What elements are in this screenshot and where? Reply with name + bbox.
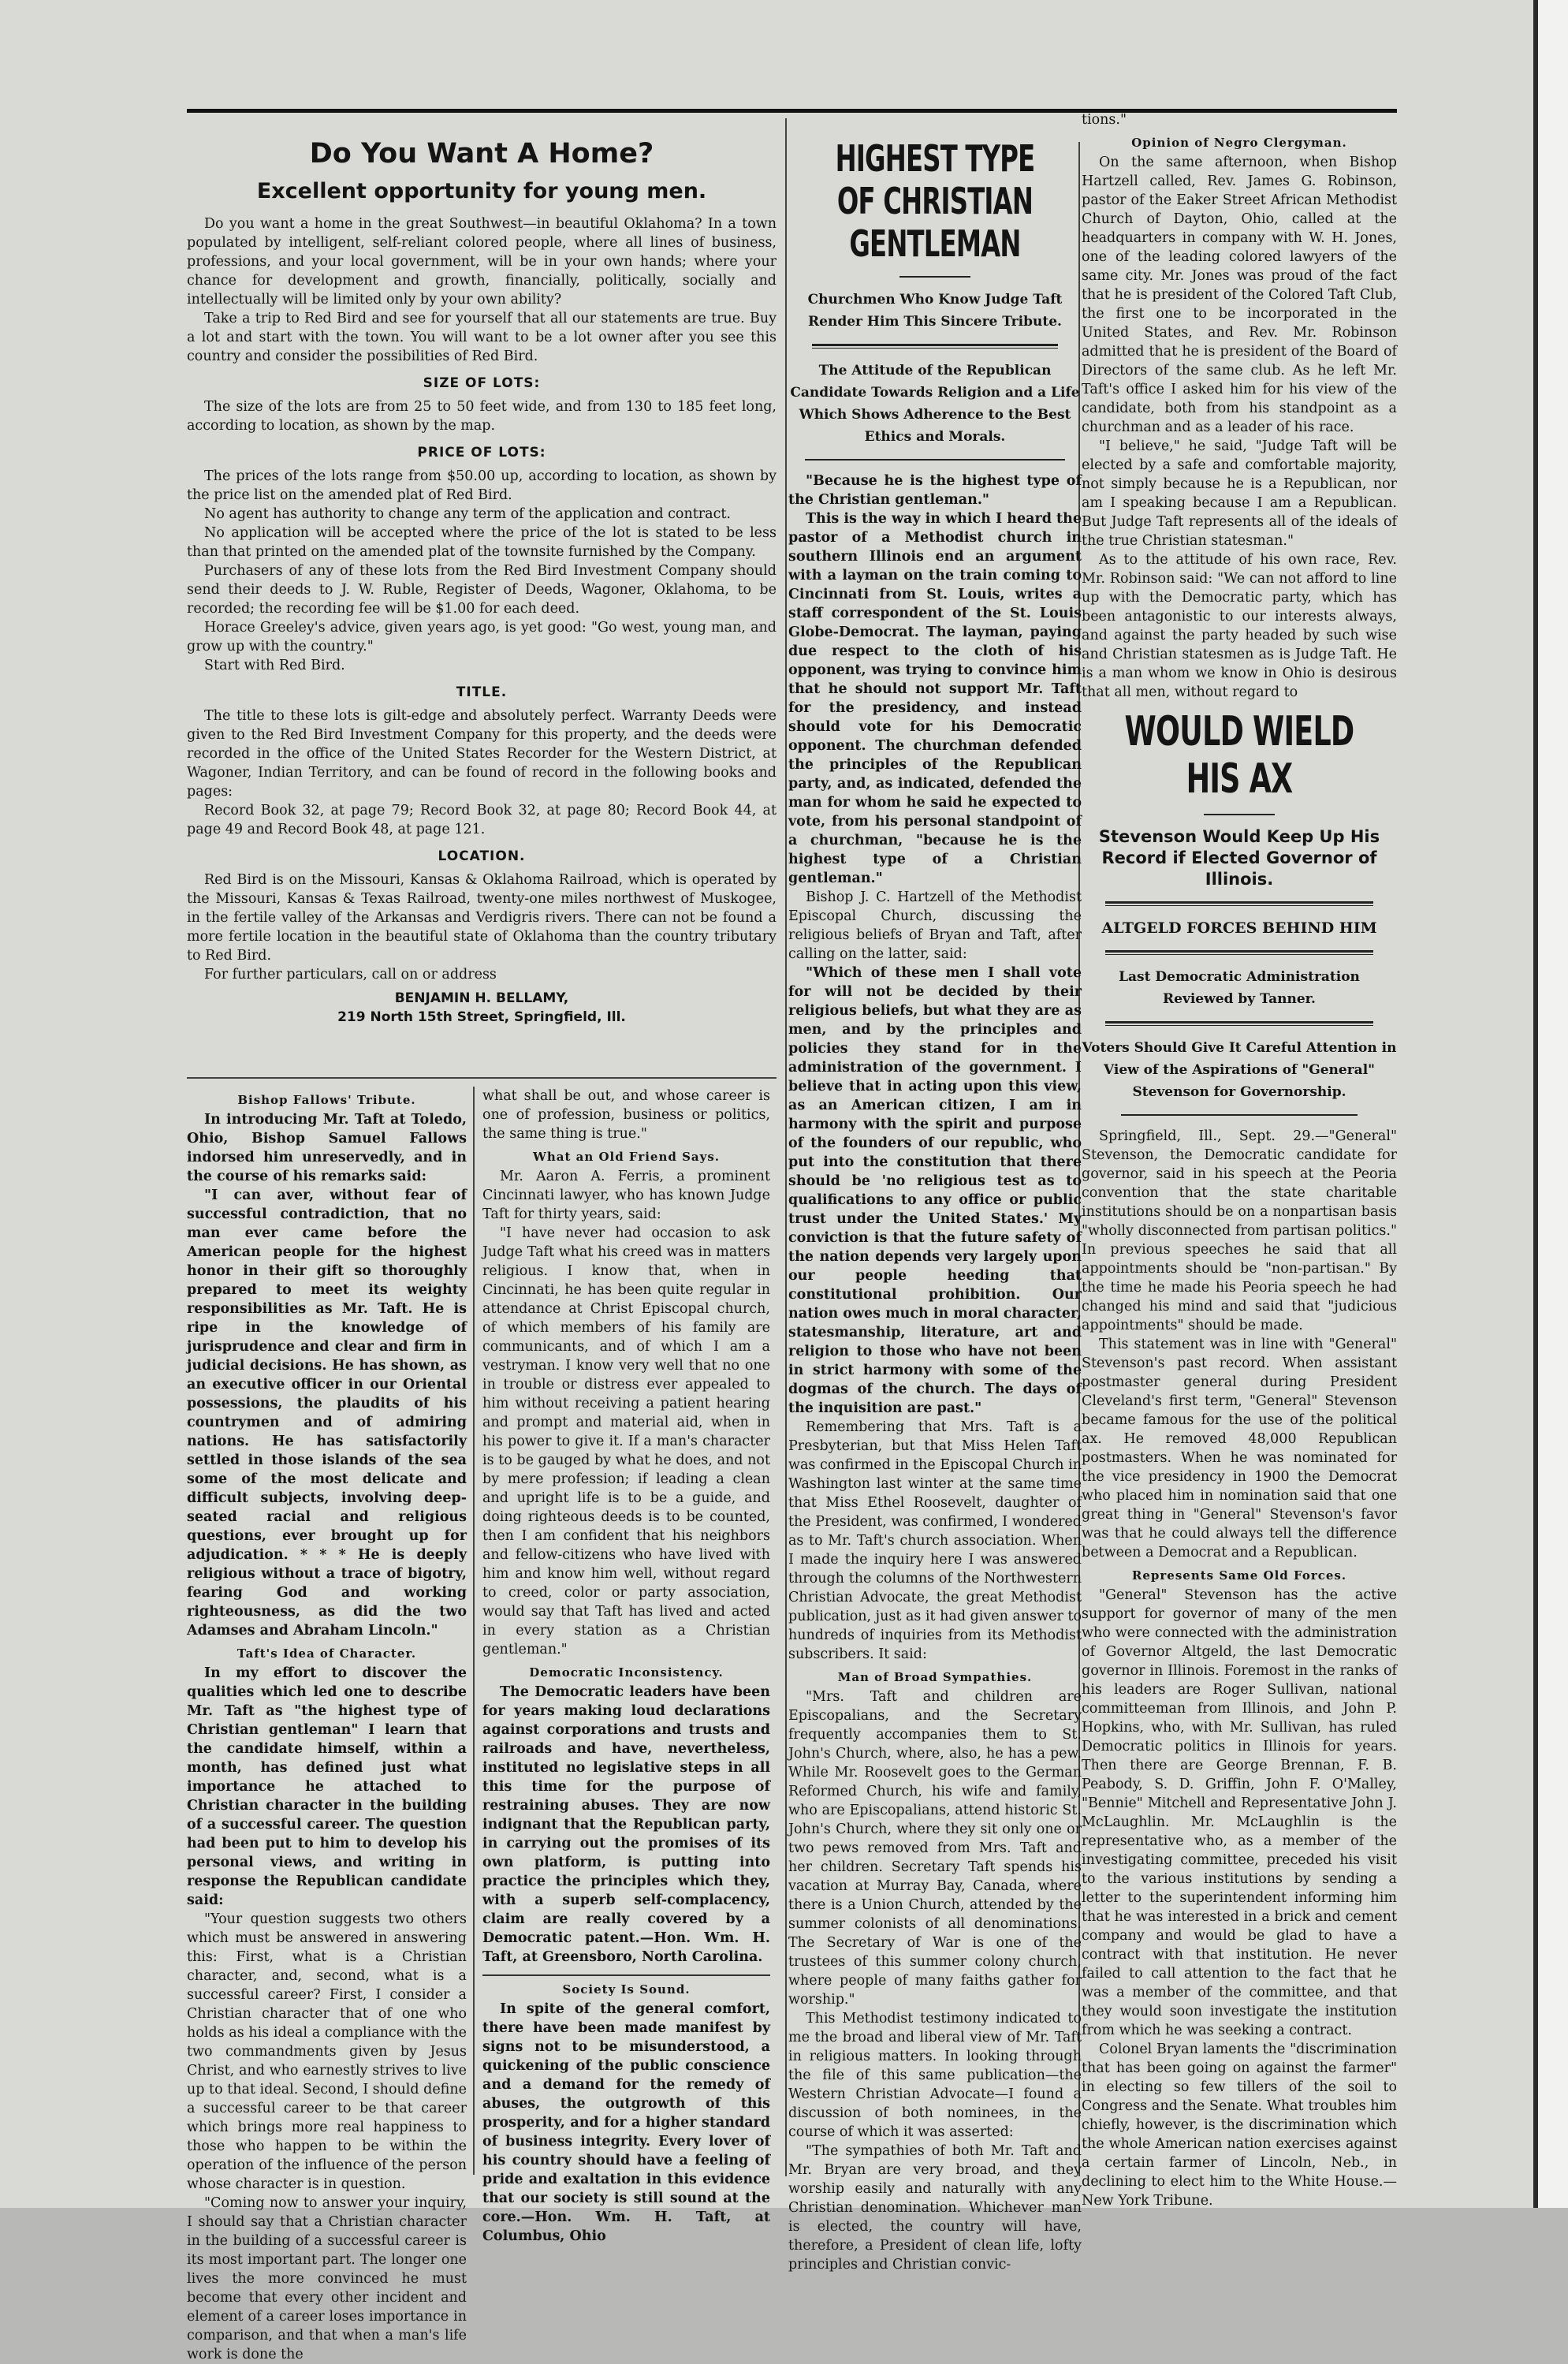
title-heading: TITLE. xyxy=(456,684,508,700)
deck-rule xyxy=(1105,1021,1373,1026)
taft-story-column xyxy=(788,126,1082,2273)
story-paragraph: Mr. Aaron A. Ferris, a prominent Cincinnati lawyer, who has known Judge Taft for thirty years, said: xyxy=(482,1169,770,1222)
price-text: Horace Greeley's advice, given years ago, is yet good: "Go west, young man, and grow up with the country." xyxy=(187,620,777,654)
section-rule xyxy=(482,1974,770,1976)
story-paragraph: "Your question suggests two others which must be answered in answering this: First, what is a Christian character, and, second, what is a successful career? First, I consider a Christian character that of one who holds as his ideal a compliance with the two commandments given by Jesus Christ, and who earnestly strives to live up to that ideal. Second, I should define a successful career to be that career which brings more real happiness to those who happen to be within the operation of the influence of the person whose character is in question. xyxy=(187,1911,467,2192)
title-text: Record Book 32, at page 79; Record Book 32, at page 80; Record Book 44, at page 49 and Record Book 48, at page 121. xyxy=(187,803,777,837)
ad-bottom-rule xyxy=(187,1077,777,1079)
price-text: The prices of the lots range from $50.00 up, according to location, as shown by the price list on the amended plat of Red Bird. xyxy=(187,468,777,503)
size-text: The size of the lots are from 25 to 50 feet wide, and from 130 to 185 feet long, according to location, as shown by the map. xyxy=(187,399,777,434)
red-bird-advertisement xyxy=(187,126,777,1076)
signature-name: BENJAMIN H. BELLAMY, xyxy=(394,990,569,1006)
story-paragraph: In spite of the general comfort, there have been made manifest by signs not to be misunderstood, a quickening of the public conscience and a demand for the remedy of abuses, the outgrowth of this prosperity, and for a higher standard of business integrity. Every lover of his country should have a feeling of pride and exaltation in this evidence that our society is still sound at the core.—Hon. Wm. H. Taft, at Columbus, Ohio xyxy=(482,2001,770,2244)
headline-rule xyxy=(1204,814,1275,815)
ferris-story-column xyxy=(482,1087,770,2244)
deck-rule xyxy=(1105,901,1373,906)
story-paragraph: This Methodist testimony indicated to me the broad and liberal view of Mr. Taft in religious matters. In looking through the file of this same publication—the Western Christian Advocate—I found a discussion of both nominees, in the course of which it was asserted: xyxy=(788,2011,1082,2140)
subhead: Society Is Sound. xyxy=(562,1982,691,1997)
column-rule xyxy=(785,118,787,2176)
location-heading: LOCATION. xyxy=(438,848,526,864)
story-paragraph: "I have never had occasion to ask Judge Taft what his creed was in matters religious. I know that, when in Cincinnati, he has been quite regular in attendance at Christ Episcopal church, of which members of his family are communicants, and of which I am a vestryman. I know very well that no one in trouble or distress ever appealed to him without receiving a patient hearing and prompt and material aid, when in his power to give it. If a man's character is to be gauged by what he does, and not by mere profession; if leading a clean and upright life is to be a guide, and doing righteous deeds is to be counted, then I am confident that his neighbors and fellow-citizens who have lived with him and know him well, without regard to creed, color or party association, would say that Taft has lived and acted in every station as a Christian gentleman." xyxy=(482,1225,770,1657)
stevenson-headline: WOULD WIELD HIS AX xyxy=(1124,708,1354,803)
story-paragraph: This statement was in line with "General" Stevenson's past record. When assistant postmaster general during President Cleveland's first term, "General" Stevenson became famous for the use of the political ax. He removed 48,000 Republican postmasters. When he was nominated for the vice presidency in 1900 the Democrat who placed him in nomination said that one great thing in "General" Stevenson's favor was that he could always tell the difference between a Democrat and a Republican. xyxy=(1082,1337,1397,1560)
story-paragraph: As to the attitude of his own race, Rev. Mr. Robinson said: "We can not afford to line up with the Democratic party, which has been antagonistic to our interests always, and against the party headed by such wise and Christian statesmen as is Judge Taft. He is a man whom we know in Ohio is desirous that all men, without regard to xyxy=(1082,552,1397,700)
story-paragraph: what shall be out, and whose career is one of profession, business or politics, the same thing is true." xyxy=(482,1088,770,1142)
scan-margin xyxy=(1538,0,1568,2208)
subhead: Man of Broad Sympathies. xyxy=(837,1670,1033,1684)
story-paragraph: tions." xyxy=(1082,112,1127,128)
story-paragraph: "I believe," he said, "Judge Taft will be elected by a safe and comfortable majority, not simply because he is a Republican, nor am I speaking because I am a Republican. But Judge Taft represents all of the ideals of the true Christian statesman." xyxy=(1082,438,1397,549)
subhead: Represents Same Old Forces. xyxy=(1131,1568,1347,1583)
subhead: What an Old Friend Says. xyxy=(532,1150,721,1164)
taft-deck: Churchmen Who Know Judge Taft Render Him This Sincere Tribute. xyxy=(807,292,1063,330)
story-paragraph: In my effort to discover the qualities which led one to describe Mr. Taft as "the highest type of Christian gentleman" I learn that the candidate himself, within a month, has defined just what importance he attached to Christian character in the building of a successful career. The question had been put to him to develop his personal views, and writing in response the Republican candidate said: xyxy=(187,1665,467,1908)
subhead: Bishop Fallows' Tribute. xyxy=(237,1093,416,1107)
deck-rule xyxy=(1121,1114,1358,1116)
headline-rule xyxy=(899,276,970,278)
story-paragraph: "Mrs. Taft and children are Episcopalians, and the Secretary frequently accompanies them to St. John's Church, where, also, he has a pew. While Mr. Roosevelt goes to the German Reformed Church, his wife and family, who are Episcopalians, attend historic St. John's Church, where they sit only one or two pews removed from Mrs. Taft and her children. Secretary Taft spends his vacation at Murray Bay, Canada, where there is a Union Church, attended by the summer colonists of all denominations. The Secretary of War is one of the trustees of this summer colony church, where people of many faiths gather for worship." xyxy=(788,1689,1082,2008)
story-paragraph: "The sympathies of both Mr. Taft and Mr. Bryan are very broad, and they worship easily and naturally with any Christian denomination. Whichever man is elected, the country will have, therefore, a President of clean life, lofty principles and Christian convic- xyxy=(788,2143,1082,2273)
story-paragraph: Springfield, Ill., Sept. 29.—"General" Stevenson, the Democratic candidate for governor, said in his speech at the Peoria convention that the state charitable institutions should be on a nonpartisan basis "wholly disconnected from partisan politics." In previous speeches he said that all appointments should be "non-partisan." By the time he made his Peoria speech he had changed his mind and said that "judicious appointments" should be made. xyxy=(1082,1128,1397,1333)
deck-rule xyxy=(1105,950,1373,955)
story-paragraph: "Coming now to answer your inquiry, I should say that a Christian character in the building of a successful career is its most important part. The longer one lives the more convinced he must become that every other incident and element of a career loses importance in comparison, and that when a man's life work is done the xyxy=(187,2195,467,2362)
ad-title: Do You Want A Home? xyxy=(309,138,654,170)
story-paragraph: Remembering that Mrs. Taft is a Presbyterian, but that Miss Helen Taft was confirmed in the Episcopal Church in Washington last winter at the same time that Miss Ethel Roosevelt, daughter of the President, was confirmed, I wondered as to Mr. Taft's church association. When I made the inquiry here I was answered through the columns of the Northwestern Christian Advocate, the great Methodist publication, just as it had given answer to hundreds of inquiries from its Methodist subscribers. It said: xyxy=(788,1419,1082,1662)
ad-trip: Take a trip to Red Bird and see for yourself that all our statements are true. Buy a lot and start with the town. You will want to be a lot owner after you see this country and consider the possibilities of Red Bird. xyxy=(187,311,777,364)
stevenson-deck: Last Democratic Administration Reviewed by Tanner. xyxy=(1119,969,1360,1007)
story-paragraph: "Because he is the highest type of the Christian gentleman." xyxy=(788,473,1082,508)
deck-rule xyxy=(812,344,1058,349)
location-text: Red Bird is on the Missouri, Kansas & Oklahoma Railroad, which is operated by the Missouri, Kansas & Texas Railroad, twenty-one miles northwest of Muskogee, in the fertile valley of the Arkansas and Verdigris rivers. There can not be found a more fertile location in the beautiful state of Oklahoma than the country tributary to Red Bird. xyxy=(187,872,777,964)
price-heading: PRICE OF LOTS: xyxy=(417,445,546,460)
signature-address: 219 North 15th Street, Springfield, Ill. xyxy=(337,1009,626,1025)
story-paragraph: Colonel Bryan laments the "discrimination that has been going on against the farmer" in electing so few tillers of the soil to Congress and the Senate. What troubles him chiefly, however, is the discrimination which the whole American nation exercises against a certain farmer of Lincoln, Neb., in declining to elect him to the White House.—New York Tribune. xyxy=(1082,2041,1397,2209)
story-paragraph: In introducing Mr. Taft at Toledo, Ohio, Bishop Samuel Fallows indorsed him unreservedly, and in the course of his remarks said: xyxy=(187,1112,467,1184)
fallows-story-column xyxy=(187,1087,467,2362)
story-paragraph: "Which of these men I shall vote for will not be decided by their religious beliefs, but what they are as men, and by the principles and policies they stand for in the administration of the government. I believe that in acting upon this view, as an American citizen, I am in harmony with the spirit and purpose of the founders of our republic, who put into the constitution that there should be 'no religious test as to qualifications to any office or public trust under the United States.' My conviction is that the future safety of the nation depends very largely upon our people heeding that constitutional prohibition. Our nation owes much in moral character, statesmanship, literature, art and religion to those who have not been in strict harmony with some of the dogmas of the church. The days of the inquisition are past." xyxy=(788,965,1082,1416)
ad-intro: Do you want a home in the great Southwest—in beautiful Oklahoma? In a town populated by intelligent, self-reliant colored people, where all lines of business, professions, and your local government, will be in your own hands; where your chance for development and growth, financially, politically, socially and intellectually will be limited only by your own ability? xyxy=(187,216,777,308)
story-paragraph: "I can aver, without fear of successful contradiction, that no man ever came before the American people for the highest honor in their gift so thoroughly prepared to meet its weighty responsibilities as Mr. Taft. He is ripe in the knowledge of jurisprudence and clear and firm in judicial decisions. He has shown, as an executive officer in our Oriental possessions, the plaudits of his countrymen and of admiring nations. He has satisfactorily settled in those islands of the sea some of the most delicate and difficult subjects, involving deep-seated racial and religious questions, ever brought up for adjudication. * * * He is deeply religious without a trace of bigotry, fearing God and working righteousness, as did the two Adamses and Abraham Lincoln." xyxy=(187,1188,467,1639)
story-paragraph: On the same afternoon, when Bishop Hartzell called, Rev. James G. Robinson, pastor of the Eaker Street African Methodist Church of Dayton, Ohio, called at the headquarters in company with W. H. Jones, one of the leading colored lawyers of the same city. Mr. Jones was proud of the fact that he is president of the Colored Taft Club, the first one to be incorporated in the United States, and Rev. Mr. Robinson admitted that he is president of the Board of Directors of the same club. As he left Mr. Taft's office I asked him for his view of the candidate, both from his standpoint as a churchman and as a leader of his race. xyxy=(1082,155,1397,435)
size-heading: SIZE OF LOTS: xyxy=(423,375,541,391)
story-paragraph: The Democratic leaders have been for years making loud declarations against corporations and trusts and railroads and have, nevertheless, instituted no legislative steps in all this time for the purpose of restraining abuses. They are now indignant that the Republican party, in carrying out the promises of its own platform, is putting into practice the principles which they, with a superb self-complacency, claim are really covered by a Democratic patent.—Hon. Wm. H. Taft, at Greensboro, North Carolina. xyxy=(482,1684,770,1965)
price-text: No agent has authority to change any term of the application and contract. xyxy=(204,506,731,522)
ad-subtitle: Excellent opportunity for young men. xyxy=(256,179,707,203)
price-text: Purchasers of any of these lots from the Red Bird Investment Company should send their deeds to J. W. Ruble, Register of Deeds, Wagoner, Oklahoma, to be recorded; the recording fee will be $1.00 for each deed. xyxy=(187,563,777,617)
story-paragraph: Bishop J. C. Hartzell of the Methodist Episcopal Church, discussing the religious beliefs of Bryan and Taft, after calling on the latter, said: xyxy=(788,889,1082,962)
stevenson-deck: ALTGELD FORCES BEHIND HIM xyxy=(1101,919,1377,937)
story-paragraph: This is the way in which I heard the pastor of a Methodist church in southern Illinois end an argument with a layman on the train coming to Cincinnati from St. Louis, writes a staff correspondent of the St. Louis Globe-Democrat. The layman, paying due respect to the cloth of his opponent, was trying to convince him that he should not support Mr. Taft for the presidency, and instead should vote for his Democratic opponent. The churchman defended the principles of the Republican party, and, as indicated, defended the man for whom he said he expected to vote, from his personal standpoint of a churchman, "because he is the highest type of a Christian gentleman." xyxy=(788,511,1082,886)
stevenson-story-column xyxy=(1082,110,1397,2209)
subhead: Taft's Idea of Character. xyxy=(237,1646,417,1661)
deck-rule xyxy=(805,459,1065,460)
price-text: Start with Red Bird. xyxy=(204,658,345,673)
title-text: The title to these lots is gilt-edge and absolutely perfect. Warranty Deeds were given to the Red Bird Investment Company for this property, and the deeds were recorded in the office of the United States Recorder for the Western District, at Wagoner, Indian Territory, and can be found of record in the following books and pages: xyxy=(187,708,777,800)
column-rule xyxy=(473,1087,475,2175)
stevenson-deck: Stevenson Would Keep Up His Record if Elected Governor of Illinois. xyxy=(1098,827,1380,889)
taft-headline: HIGHEST TYPE OF CHRISTIAN GENTLEMAN xyxy=(835,137,1035,265)
price-text: No application will be accepted where the price of the lot is stated to be less than that printed on the amended plat of the townsite furnished by the Company. xyxy=(187,525,777,560)
taft-deck: The Attitude of the Republican Candidate Towards Religion and a Life Which Shows Adherence to the Best Ethics and Morals. xyxy=(790,363,1080,445)
subhead: Opinion of Negro Clergyman. xyxy=(1131,136,1347,150)
story-paragraph: "General" Stevenson has the active support for governor of many of the men who were connected with the administration of Governor Altgeld, the last Democratic governor in Illinois. Foremost in the ranks of his leaders are Roger Sullivan, national committeeman from Illinois, and John P. Hopkins, who, with Mr. Sullivan, has ruled Democratic politics in Illinois for years. Then there are George Brennan, F. B. Peabody, S. D. Griffin, John F. O'Malley, "Bennie" Mitchell and Representative John J. McLaughlin. Mr. McLaughlin is the representative who, as a member of the investigating committee, preceded his visit to the various institutions by sending a letter to the superintendent informing him that he was interested in a brick and cement company and would be glad to have a contract with that institution. He never failed to call attention to the fact that he was a member of the committee, and that they would soon investigate the institution from which he was seeking a contract. xyxy=(1082,1587,1397,2038)
location-text: For further particulars, call on or address xyxy=(204,967,497,983)
stevenson-deck: Voters Should Give It Careful Attention in View of the Aspirations of "General" Stevenson for Governorship. xyxy=(1082,1040,1397,1100)
subhead: Democratic Inconsistency. xyxy=(529,1665,724,1680)
